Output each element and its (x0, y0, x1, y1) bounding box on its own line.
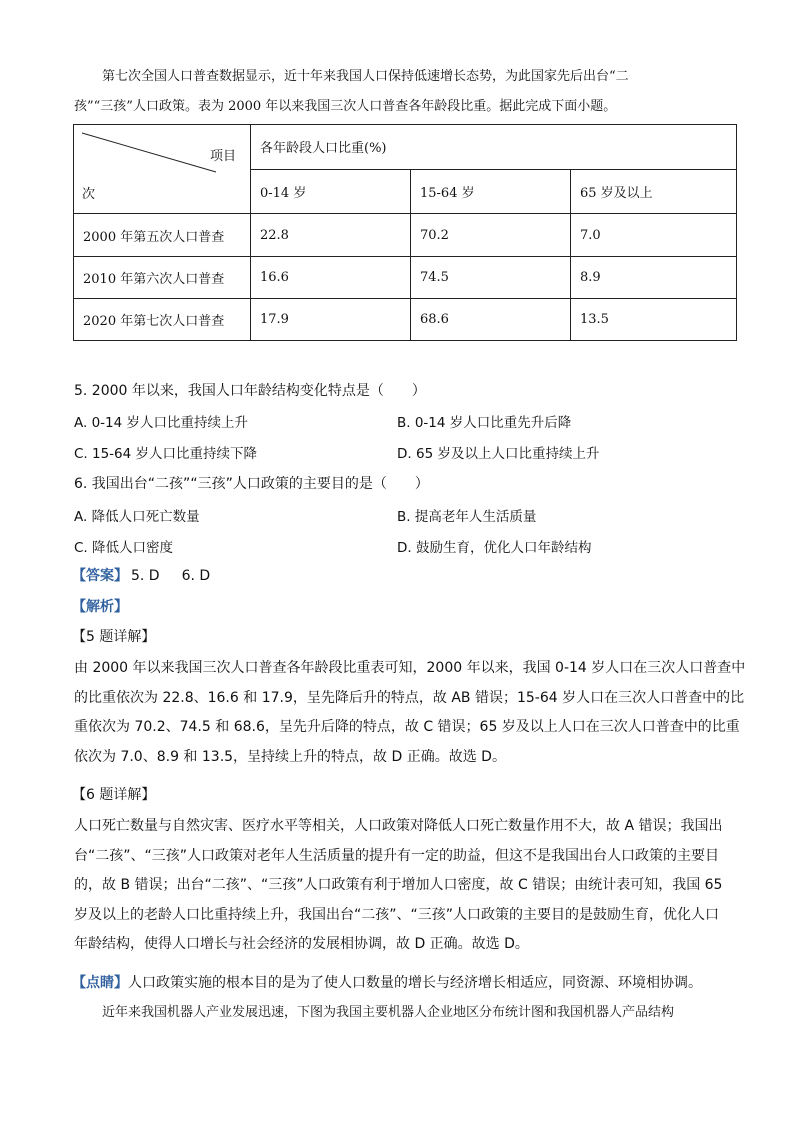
column-header: 65 岁及以上 (571, 169, 737, 214)
population-table (73, 124, 737, 341)
paragraph-line: 台“二孩”、“三孩”人口政策对老年人生活质量的提升有一定的助益，但这不是我国出台人口政策的主要目 (74, 847, 720, 864)
analysis-tag: 【解析】 (72, 599, 128, 615)
table-cell: 13.5 (571, 299, 737, 341)
intro-line-2: 孩”“三孩”人口政策。表为 2000 年以来我国三次人口普查各年龄段比重。据此完成下面小题。 (74, 99, 617, 114)
row-label: 2010 年第六次人口普查 (74, 257, 251, 299)
paragraph-line: 的，故 B 错误；出台“二孩”、“三孩”人口政策有利于增加人口密度，故 C 错误；由统计表可知，我国 65 (74, 877, 723, 893)
paragraph-line: 的比重依次为 22.8、16.6 和 17.9，呈先降后升的特点，故 AB 错误；15-64 岁人口在三次人口普查中的比 (74, 689, 745, 706)
table-cell: 8.9 (571, 257, 737, 299)
column-header: 0-14 岁 (251, 169, 411, 214)
answer-5: 5. D (131, 568, 160, 584)
paragraph-line: 人口死亡数量与自然灾害、医疗水平等相关，人口政策对降低人口死亡数量作用不大，故 A 错误；我国出 (74, 818, 723, 834)
detail-6-paragraph (74, 812, 738, 960)
row-label: 2000 年第五次人口普查 (74, 214, 251, 257)
answer-tag: 【答案】 (72, 568, 128, 584)
q6-option-d: D. 鼓励生育，优化人口年龄结构 (397, 540, 592, 556)
question-5-stem: 5. 2000 年以来，我国人口年龄结构变化特点是（ ） (74, 383, 426, 399)
table-cell: 74.5 (411, 257, 571, 299)
table-row (74, 214, 737, 257)
detail-6-tag: 【6 题详解】 (72, 787, 156, 803)
group-header: 各年龄段人口比重(%) (251, 125, 737, 170)
intro-line-1: 第七次全国人口普查数据显示，近十年来我国人口保持低速增长态势，为此国家先后出台“二 (102, 69, 629, 84)
q6-option-a: A. 降低人口死亡数量 (74, 509, 200, 525)
tip-tag: 【点睛】 (72, 975, 128, 991)
table-cell: 7.0 (571, 214, 737, 257)
paragraph-line: 重依次为 70.2、74.5 和 68.6，呈先升后降的特点，故 C 错误；65 岁及以上人口在三次人口普查中的比重 (74, 719, 740, 735)
paragraph-line: 依次为 7.0、8.9 和 13.5，呈持续上升的特点，故 D 正确。故选 D。 (74, 748, 506, 765)
corner-bottom-label: 次 (82, 187, 96, 202)
table-cell: 17.9 (251, 299, 411, 341)
column-header: 15-64 岁 (411, 169, 571, 214)
table-cell: 70.2 (411, 214, 571, 257)
q5-option-b: B. 0-14 岁人口比重先升后降 (397, 415, 572, 431)
detail-5-tag: 【5 题详解】 (72, 629, 156, 645)
table-corner-cell (74, 125, 251, 214)
table-row (74, 257, 737, 299)
intro-paragraph (74, 62, 738, 122)
table-row (74, 299, 737, 341)
table-cell: 68.6 (411, 299, 571, 341)
answer-line (72, 565, 210, 585)
q5-option-c: C. 15-64 岁人口比重持续下降 (74, 446, 258, 462)
detail-5-paragraph (74, 654, 746, 772)
answer-6: 6. D (181, 568, 211, 584)
question-6-stem: 6. 我国出台“二孩”“三孩”人口政策的主要目的是（ ） (74, 476, 429, 492)
paragraph-line: 岁及以上的老龄人口比重持续上升，我国出台“二孩”、“三孩”人口政策的主要目的是鼓励生育，优化人口 (74, 906, 720, 923)
paragraph-line: 由 2000 年以来我国三次人口普查各年龄段比重表可知，2000 年以来，我国 0-14 岁人口在三次人口普查中 (74, 660, 746, 676)
paragraph-line: 年龄结构，使得人口增长与社会经济的发展相协调，故 D 正确。故选 D。 (74, 936, 529, 952)
tip-text: 人口政策实施的根本目的是为了使人口数量的增长与经济增长相适应，同资源、环境相协调。 (128, 975, 702, 991)
table-cell: 16.6 (251, 257, 411, 299)
q5-option-d: D. 65 岁及以上人口比重持续上升 (397, 446, 600, 462)
diagonal-line (74, 125, 260, 215)
table-cell: 22.8 (251, 214, 411, 257)
next-question-intro: 近年来我国机器人产业发展迅速，下图为我国主要机器人企业地区分布统计图和我国机器人产品结构 (102, 1005, 675, 1020)
tip-line (72, 972, 702, 992)
row-label: 2020 年第七次人口普查 (74, 299, 251, 341)
q6-option-b: B. 提高老年人生活质量 (397, 509, 537, 525)
q6-option-c: C. 降低人口密度 (74, 540, 174, 556)
corner-top-label: 项目 (209, 149, 236, 164)
q5-option-a: A. 0-14 岁人口比重持续上升 (74, 415, 249, 431)
